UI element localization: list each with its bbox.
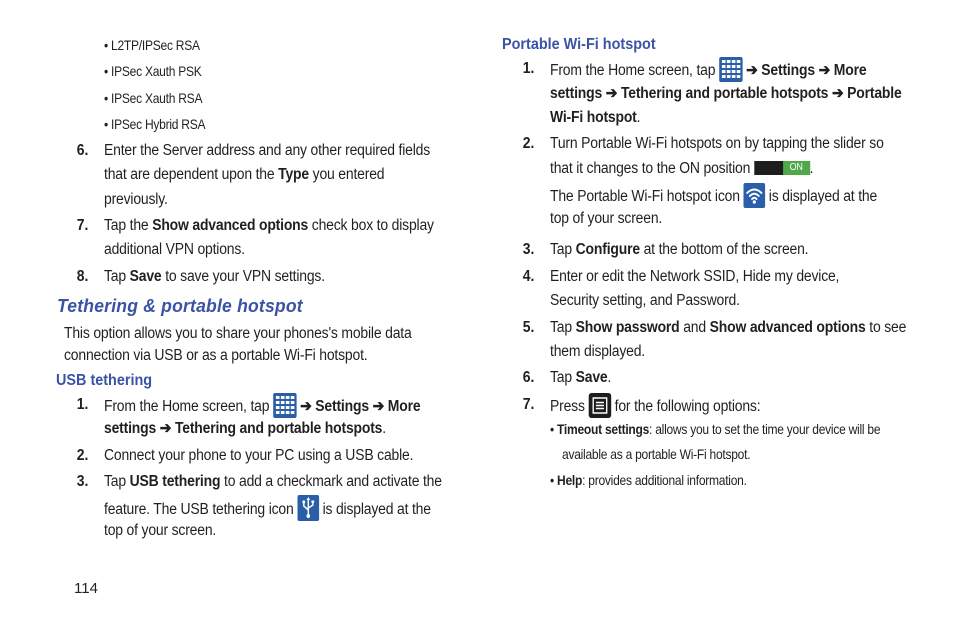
step-text: From the Home screen, tap ➔ Settings ➔ More — [550, 57, 866, 84]
option-item: • Help: provides additional information. — [550, 472, 747, 488]
bullet-text: IPSec Xauth RSA — [111, 90, 203, 106]
intro-text: This option allows you to share your phones's mobile data — [64, 325, 412, 342]
bullet-text: IPSec Hybrid RSA — [111, 116, 206, 132]
step-text: Connect your phone to your PC using a USB cable. — [104, 447, 414, 464]
subsection-title: Portable Wi-Fi hotspot — [502, 36, 656, 53]
step-text: The Portable Wi-Fi hotspot icon is displayed at the — [550, 183, 877, 210]
step-text: top of your screen. — [104, 522, 217, 539]
step-number: 4. — [522, 268, 535, 285]
step-number: 7. — [522, 396, 535, 413]
step-number: 2. — [522, 135, 535, 152]
step-text: Tap Save. — [550, 369, 612, 386]
step-text: Tap Save to save your VPN settings. — [104, 268, 325, 285]
option-item-cont: available as a portable Wi-Fi hotspot. — [562, 446, 751, 462]
menu-icon — [588, 393, 611, 418]
intro-text: connection via USB or as a portable Wi-Fi hotspot. — [64, 347, 368, 364]
bullet-item: • L2TP/IPSec RSA — [104, 37, 200, 53]
step-text: Wi-Fi hotspot. — [550, 109, 641, 126]
step-text: feature. The USB tethering icon is displayed at the — [104, 495, 431, 523]
step-text: Tap Show password and Show advanced options to see — [550, 319, 907, 336]
step-text: Tap the Show advanced options check box to display — [104, 217, 434, 234]
step-text: Tap Configure at the bottom of the screen. — [550, 241, 809, 258]
step-number: 7. — [76, 217, 89, 234]
usb-icon — [297, 495, 319, 521]
step-text: previously. — [104, 191, 168, 208]
step-text: additional VPN options. — [104, 241, 245, 258]
on-off-slider[interactable] — [754, 161, 810, 175]
wifi-hotspot-icon — [744, 183, 766, 208]
step-text: Tap USB tethering to add a checkmark and activate the — [104, 473, 442, 490]
step-text: that are dependent upon the Type you entered — [104, 166, 385, 183]
step-number: 6. — [76, 142, 89, 159]
step-text: From the Home screen, tap ➔ Settings ➔ More — [104, 393, 420, 420]
step-text: Turn Portable Wi-Fi hotspots on by tapping the slider so — [550, 135, 884, 152]
step-text: Enter the Server address and any other required fields — [104, 142, 431, 159]
step-text: that it changes to the ON position ON . — [550, 160, 814, 177]
step-text: them displayed. — [550, 343, 646, 360]
step-number: 1. — [76, 396, 89, 413]
bullet-item: • IPSec Xauth PSK — [104, 63, 202, 79]
step-number: 3. — [522, 241, 535, 258]
step-number: 1. — [522, 60, 535, 77]
bullet-text: L2TP/IPSec RSA — [111, 37, 200, 53]
apps-grid-icon — [273, 393, 296, 418]
step-text: top of your screen. — [550, 210, 663, 227]
step-text: Security setting, and Password. — [550, 292, 740, 309]
step-text: settings ➔ Tethering and portable hotspots. — [104, 420, 386, 437]
bullet-text: IPSec Xauth PSK — [111, 63, 202, 79]
step-number: 3. — [76, 473, 89, 490]
bullet-item: • IPSec Xauth RSA — [104, 90, 203, 106]
page-number: 114 — [74, 580, 98, 597]
bullet-item: • IPSec Hybrid RSA — [104, 116, 206, 132]
section-title: Tethering & portable hotspot — [57, 295, 303, 316]
option-item: • Timeout settings: allows you to set the time your device will be — [550, 421, 881, 437]
step-text: Press for the following options: — [550, 393, 760, 420]
apps-grid-icon — [719, 57, 742, 82]
step-number: 8. — [76, 268, 89, 285]
step-number: 2. — [76, 447, 89, 464]
step-number: 5. — [522, 319, 535, 336]
slider-on-label: ON — [783, 161, 810, 175]
subsection-title: USB tethering — [56, 372, 153, 389]
step-number: 6. — [522, 369, 535, 386]
step-text: settings ➔ Tethering and portable hotspots ➔ Portable — [550, 85, 902, 102]
step-text: Enter or edit the Network SSID, Hide my device, — [550, 268, 840, 285]
